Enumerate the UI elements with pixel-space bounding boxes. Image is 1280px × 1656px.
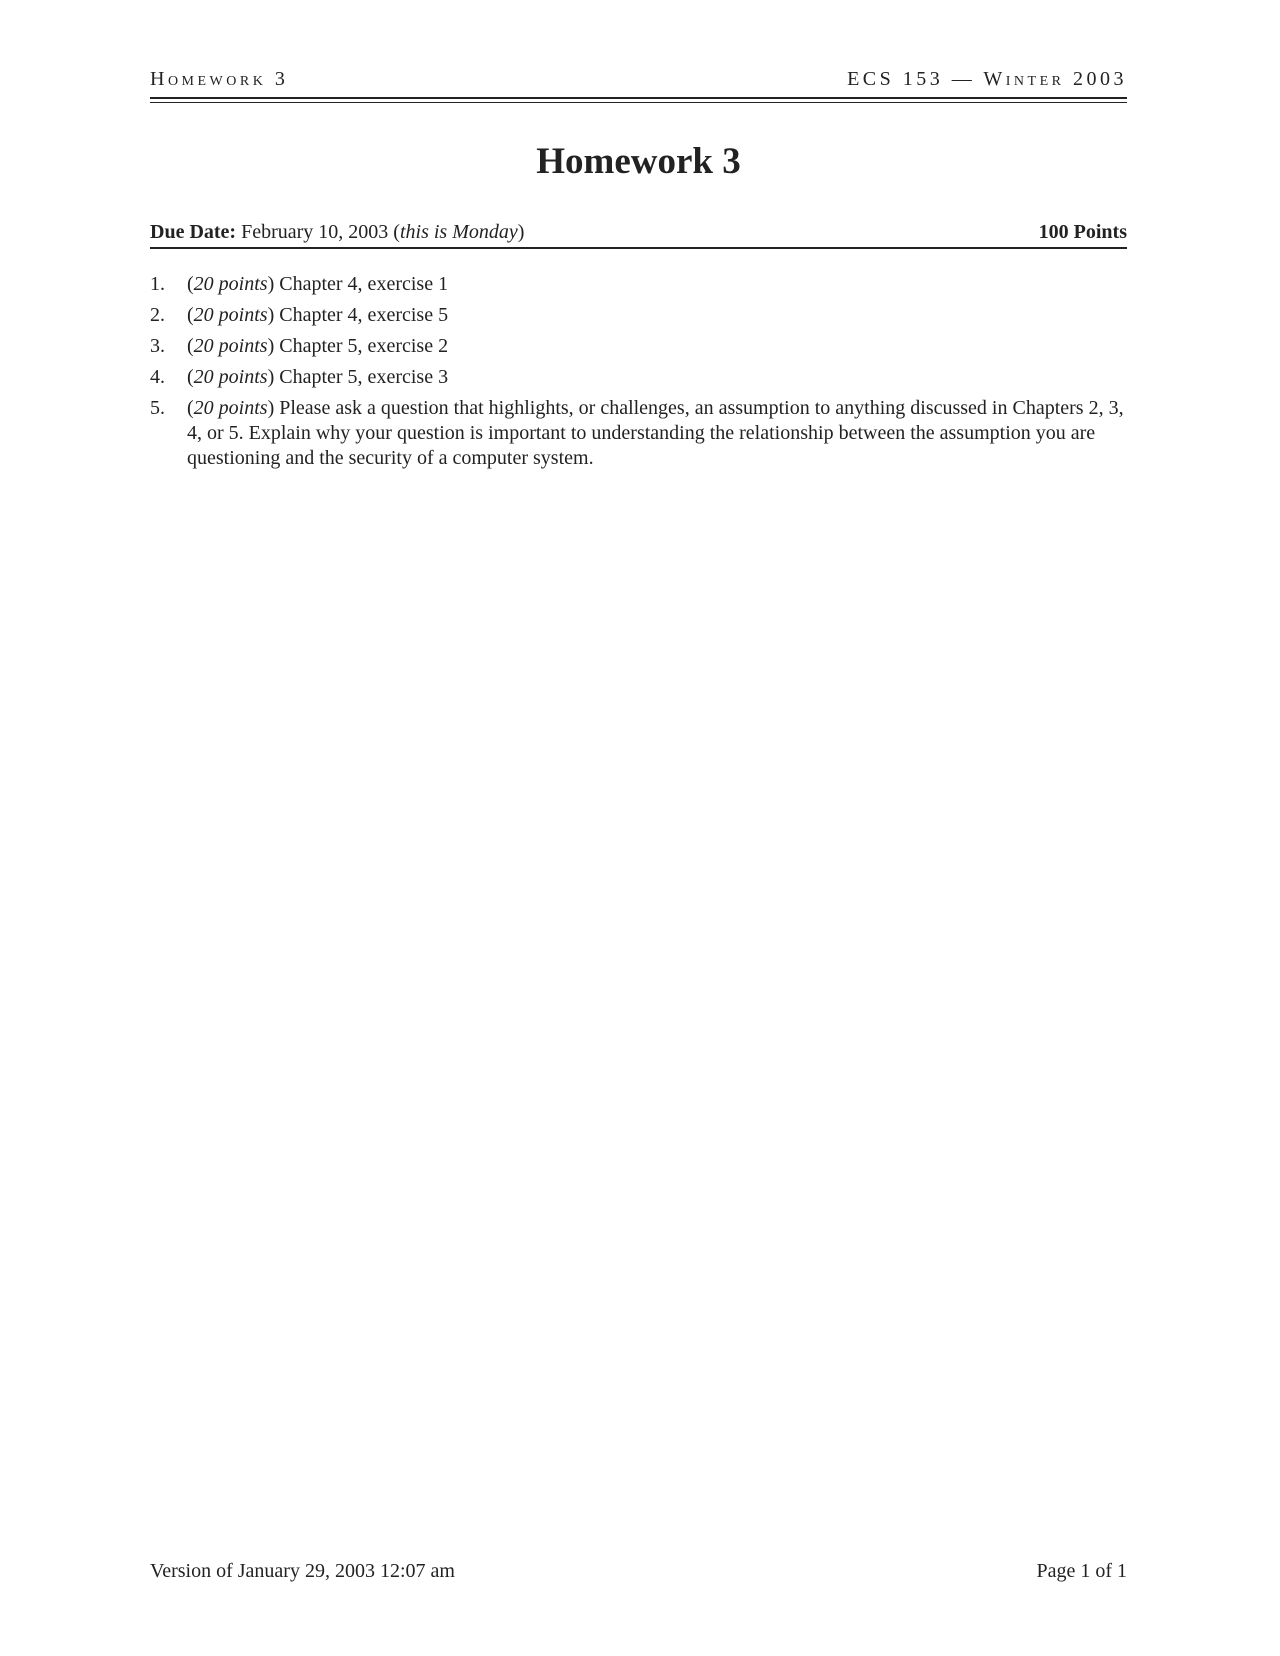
running-header-left: Homework 3 <box>150 68 289 90</box>
total-points: 100 Points <box>1038 221 1127 243</box>
due-date-note: this is Monday <box>399 221 518 243</box>
document-page <box>150 0 1127 1656</box>
header-rule <box>150 97 1127 103</box>
problem-number: 3. <box>150 335 165 357</box>
problem-text: (20 points) Chapter 5, exercise 2 <box>187 335 449 357</box>
problem-list <box>150 272 1127 477</box>
problem-number: 5. <box>150 397 165 419</box>
problem-item <box>150 365 1127 390</box>
problem-description: Chapter 4, exercise 1 <box>279 273 449 295</box>
problem-number: 4. <box>150 366 165 388</box>
document-title: Homework 3 <box>536 141 741 182</box>
problem-description: Please ask a question that highlights, or challenges, an assumption to anything discussed in Chapters 2, 3, 4, or 5. Explain why your question is important to understanding the relationship between the assumption you are questioning and the security of a computer system. <box>187 397 1124 469</box>
problem-item <box>150 303 1127 328</box>
problem-points: 20 points <box>193 304 268 326</box>
problem-text: (20 points) Chapter 5, exercise 3 <box>187 366 449 388</box>
problem-text: (20 points) Chapter 4, exercise 1 <box>187 273 449 295</box>
problem-text: (20 points) Chapter 4, exercise 5 <box>187 304 449 326</box>
problem-number: 1. <box>150 273 165 295</box>
page-number: Page 1 of 1 <box>1036 1560 1127 1582</box>
problem-description: Chapter 5, exercise 2 <box>279 335 449 357</box>
page-footer <box>150 1560 1127 1583</box>
problem-points: 20 points <box>193 366 268 388</box>
problem-item <box>150 334 1127 359</box>
problem-points: 20 points <box>193 397 268 419</box>
problem-text: (20 points) Please ask a question that highlights, or challenges, an assumption to anything discussed in Chapters 2, 3, 4, or 5. Explain why your question is important to understanding the relationship between the assumption you are questioning and the security of a computer system. <box>187 397 1124 469</box>
due-date-value: February 10, 2003 <box>241 221 389 243</box>
due-date-rule <box>150 247 1127 249</box>
running-header-right: ECS 153 — Winter 2003 <box>847 68 1127 90</box>
problem-number: 2. <box>150 304 165 326</box>
problem-description: Chapter 5, exercise 3 <box>279 366 449 388</box>
problem-item <box>150 396 1127 471</box>
version-stamp: Version of January 29, 2003 12:07 am <box>150 1560 455 1582</box>
problem-description: Chapter 4, exercise 5 <box>279 304 449 326</box>
problem-item <box>150 272 1127 297</box>
problem-points: 20 points <box>193 273 268 295</box>
running-header <box>150 68 1127 91</box>
due-date-label: Due Date: <box>150 221 237 243</box>
problem-points: 20 points <box>193 335 268 357</box>
due-date: Due Date: February 10, 2003 (this is Monday) <box>150 221 525 243</box>
due-date-line <box>150 218 1127 246</box>
